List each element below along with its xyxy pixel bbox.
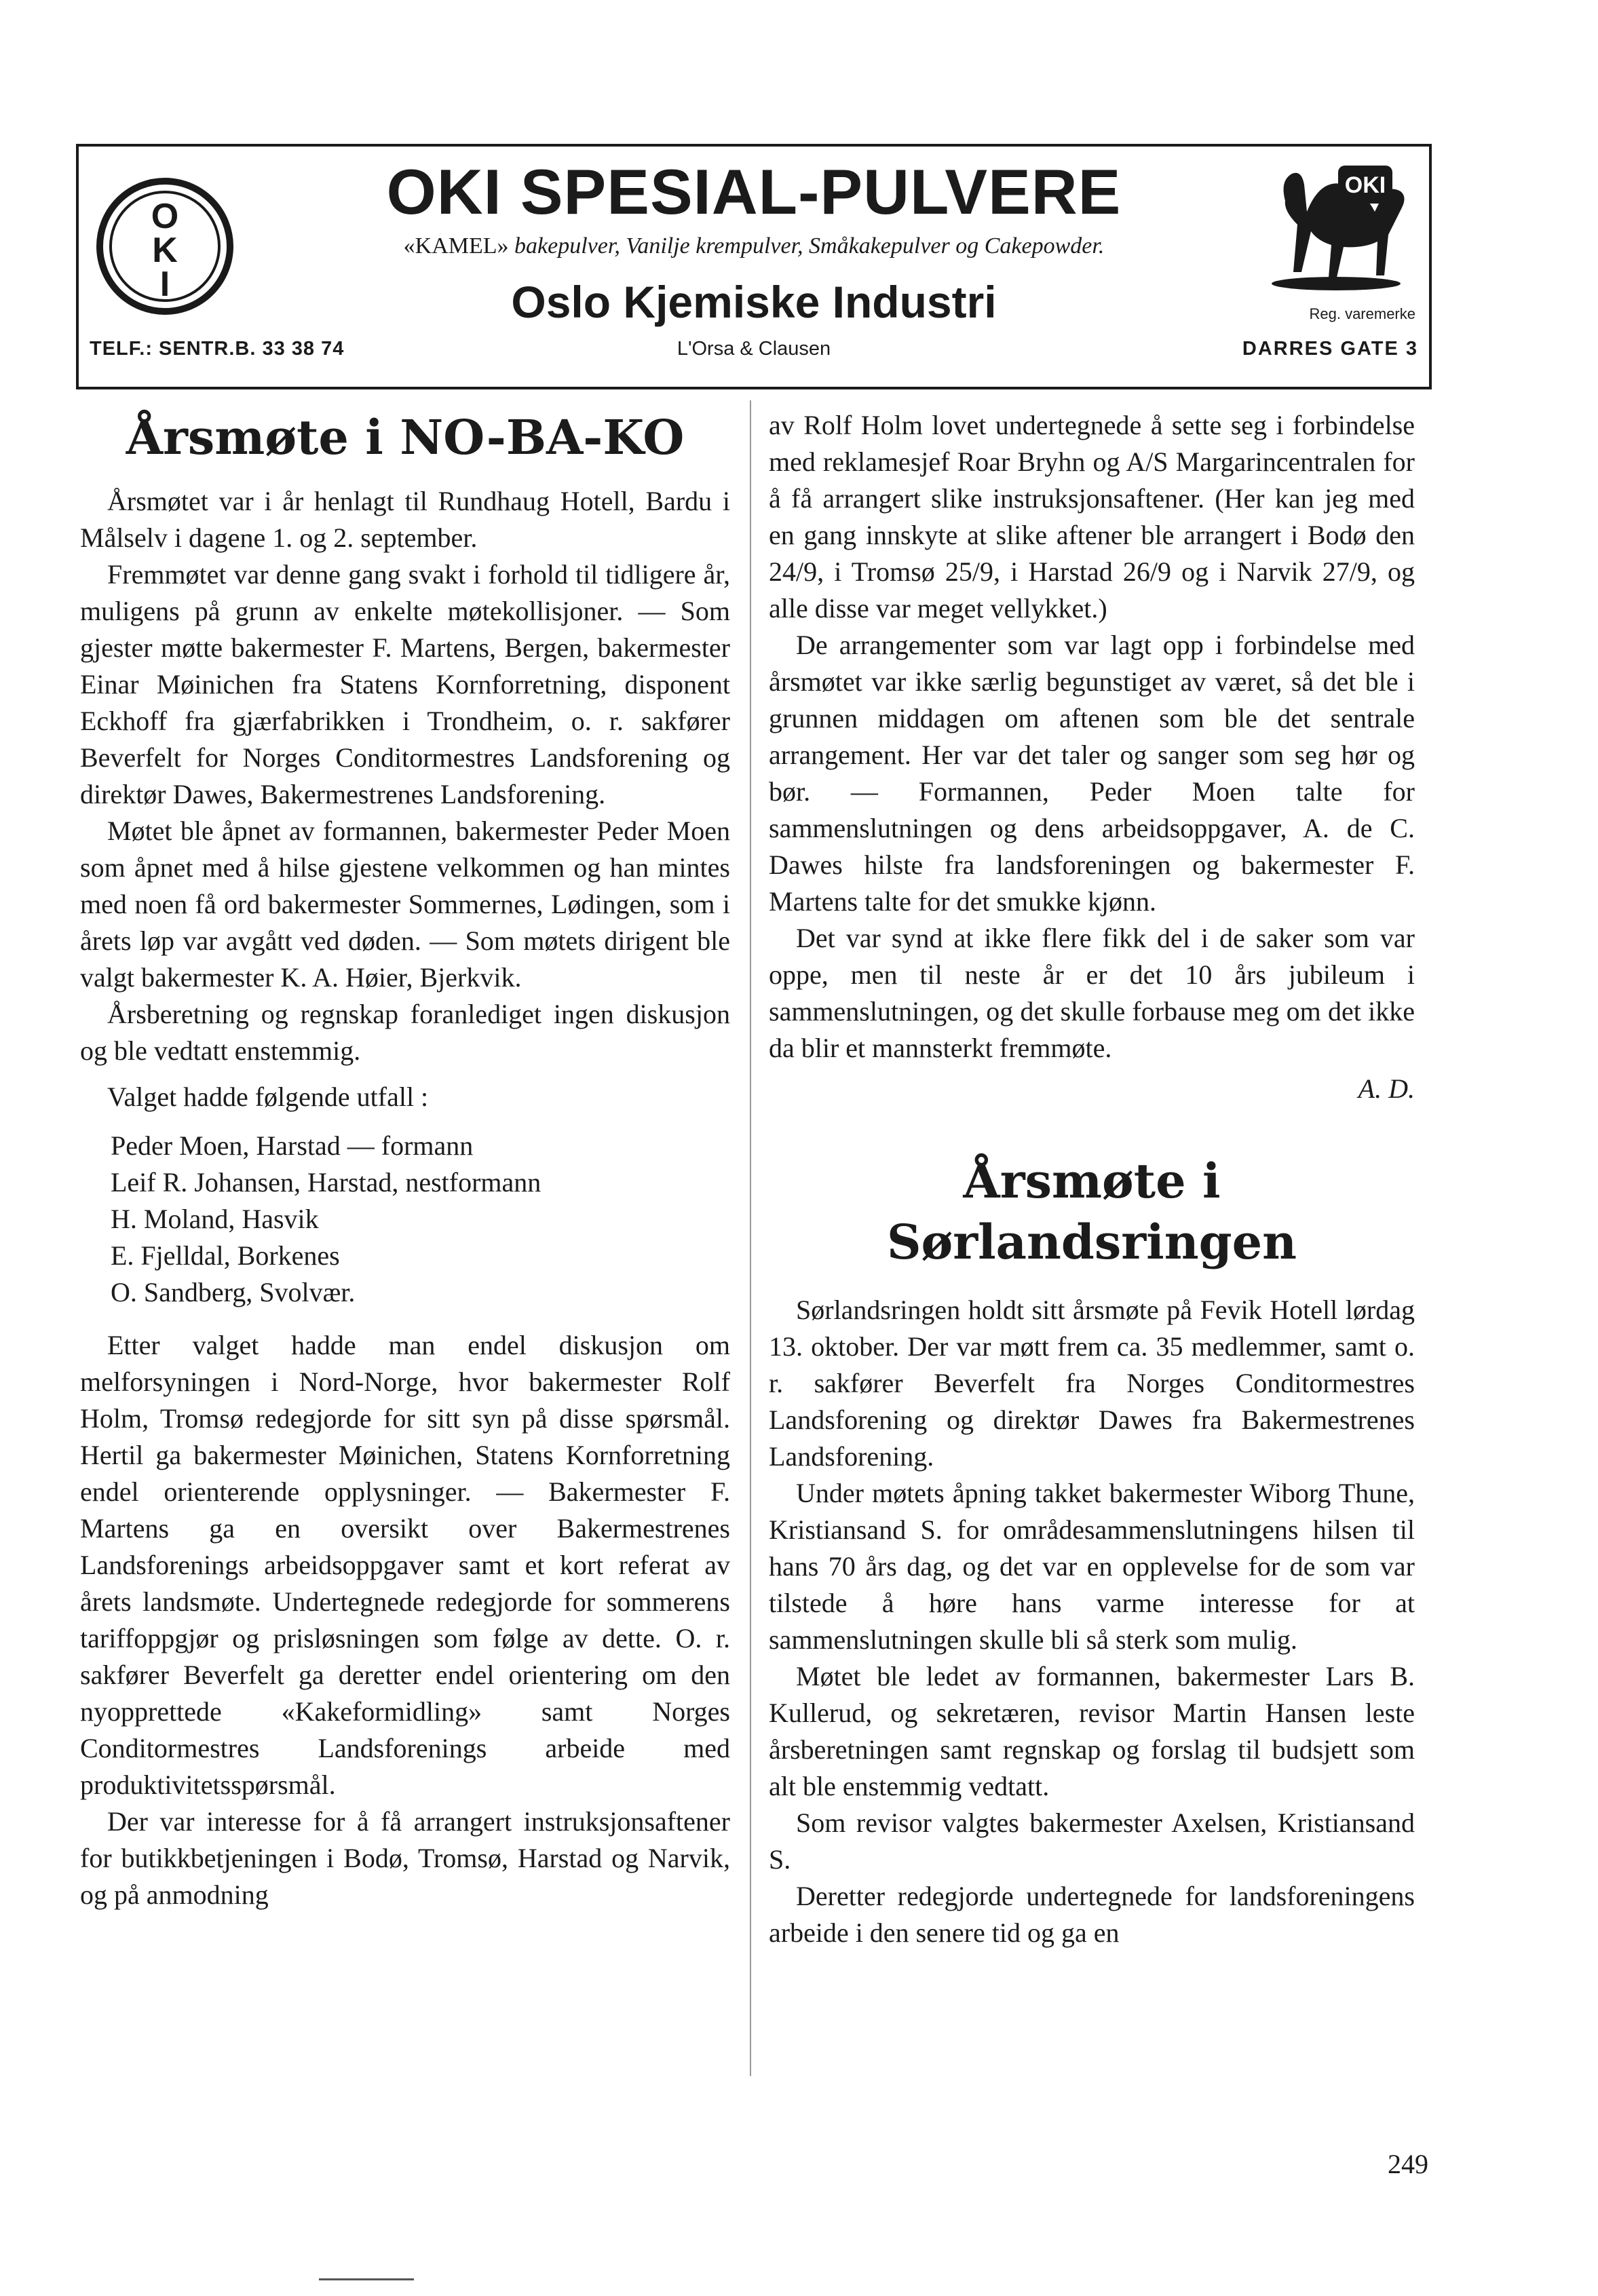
- left-column: [80, 392, 730, 1913]
- article2-heading: Årsmøte i Sørlandsringen: [886, 1153, 1297, 1270]
- svg-text:O: O: [151, 197, 179, 236]
- article1-heading: Årsmøte i NO-BA-KO: [126, 409, 685, 465]
- ad-owners: L'Orsa & Clausen: [677, 338, 831, 360]
- svg-text:I: I: [159, 265, 170, 304]
- camel-trademark-icon: [1258, 160, 1414, 296]
- article2-paragraph: Møtet ble ledet av formannen, bakermester Lars B. Kullerud, og sekretæren, revisor Martin Hansen leste årsberetningen samt regnskap og forslag til budsjett som alt ble enstemmig vedtatt.: [769, 1661, 1415, 1801]
- list-item: E. Fjelldal, Borkenes: [111, 1240, 340, 1271]
- article1-paragraph: Møtet ble åpnet av formannen, bakermester Peder Moen som åpnet med å hilse gjestene velkommen og han mintes med noen få ord bakermester Sommernes, Lødingen, som i årets løp var avgått ved døden. — Som møtets dirigent ble valgt bakermester K. A. Høier, Bjerkvik.: [80, 816, 730, 993]
- list-item: O. Sandberg, Svolvær.: [111, 1277, 356, 1307]
- ad-reg-note: Reg. varemerke: [1309, 305, 1415, 322]
- list-item: Peder Moen, Harstad — formann: [111, 1130, 474, 1161]
- camel-badge-text: OKI: [1344, 172, 1386, 198]
- article1-paragraph: Årsmøtet var i år henlagt til Rundhaug Hotell, Bardu i Målselv i dagene 1. og 2. september.: [80, 486, 730, 553]
- article1-paragraph: Årsberetning og regnskap foranlediget ingen diskusjon og ble vedtatt enstemmig.: [80, 999, 730, 1066]
- list-item: H. Moland, Hasvik: [111, 1204, 319, 1234]
- article1-paragraph: Der var interesse for å få arrangert instruksjonsaftener for butikkbetjeningen i Bodø, Tromsø, Harstad og Narvik, og på anmodning: [80, 1806, 730, 1910]
- ad-brand: «KAMEL»: [403, 233, 509, 259]
- article1-signature: A. D.: [1358, 1073, 1415, 1104]
- election-intro: Valget hadde følgende utfall :: [107, 1082, 429, 1112]
- ad-products: [79, 233, 1429, 259]
- list-item: Leif R. Johansen, Harstad, nestformann: [111, 1167, 541, 1198]
- ad-address: DARRES GATE 3: [1242, 338, 1418, 360]
- ad-company: Oslo Kjemiske Industri: [511, 277, 997, 327]
- article2-paragraph: Under møtets åpning takket bakermester Wiborg Thune, Kristiansand S. for områdesammenslutningens hilsen til hans 70 års dag, og det var en opplevelse for de som var tilstede å høre hans varme interesse for at sammenslutningen skulle bli så sterk som mulig.: [769, 1478, 1415, 1655]
- column-divider: [750, 400, 751, 2076]
- right-column: [769, 407, 1415, 1951]
- advertisement-banner: [76, 144, 1432, 389]
- article1-paragraph: Fremmøtet var denne gang svakt i forhold til tidligere år, muligens på grunn av enkelte møtekollisjoner. — Som gjester møtte bakermester F. Martens, Bergen, bakermester Einar Møinichen fra Statens Kornforretning, disponent Eckhoff fra gjærfabrikken i Trondheim, o. r. sakfører Beverfelt for Norges Conditormestres Landsforening og direktør Dawes, Bakermestrenes Landsforening.: [80, 559, 730, 809]
- article1-continuation: De arrangementer som var lagt opp i forbindelse med årsmøtet var ikke særlig begunstiget av været, så det ble i grunnen middagen om aftenen som ble det sentrale arrangement. Her var det taler og sanger som seg hør og bør. — Formannen, Peder Moen talte for sammenslutningen og dens arbeidsoppgaver, A. de C. Dawes hilste fra landsforeningen og bakermester F. Martens talte for det smukke kjønn.: [769, 630, 1415, 917]
- svg-text:K: K: [152, 231, 178, 270]
- article1-continuation: Det var synd at ikke flere fikk del i de saker som var oppe, men til neste år er det 10 års jubileum i sammenslutningen, og det skulle forbause meg om det ikke da blir et mannsterkt fremmøte.: [769, 923, 1415, 1063]
- page-number: 249: [1388, 2149, 1428, 2179]
- article1-continuation: av Rolf Holm lovet undertegnede å sette seg i forbindelse med reklamesjef Roar Bryhn og A/S Margarincentralen for å få arrangert slike instruksjonsaftener. (Her kan jeg med en gang innskyte at slike aftener ble arrangert i Bodø den 24/9, i Tromsø 25/9, i Harstad 26/9 og i Narvik 27/9, og alle disse var meget vellykket.): [769, 410, 1415, 624]
- election-list: [80, 1128, 730, 1311]
- ad-title: OKI SPESIAL-PULVERE: [386, 156, 1122, 227]
- article1-paragraph: Etter valget hadde man endel diskusjon om melforsyningen i Nord-Norge, hvor bakermester Rolf Holm, Tromsø redegjorde for sitt syn på disse spørsmål. Hertil ga bakermester Møinichen, Statens Kornforretning endel orienterende opplysninger. — Bakermester F. Martens ga en oversikt over Bakermestrenes Landsforenings arbeidsoppgaver samt et kort referat av årets landsmøte. Undertegnede redegjorde for sommerens tariffoppgjør og prisløsningen som følge av dette. O. r. sakfører Beverfelt ga deretter endel orientering om den nyopprettede «Kakeformidling» samt Norges Conditormestres Landsforenings arbeide med produktivitetsspørsmål.: [80, 1330, 730, 1800]
- scan-mark: [319, 2278, 414, 2280]
- article2-paragraph: Sørlandsringen holdt sitt årsmøte på Fevik Hotell lørdag 13. oktober. Der var møtt frem ca. 35 medlemmer, samt o. r. sakfører Beverfelt fra Norges Conditormestres Landsforening og direktør Dawes fra Bakermestrenes Landsforening.: [769, 1295, 1415, 1472]
- article2-paragraph: Som revisor valgtes bakermester Axelsen, Kristiansand S.: [769, 1807, 1415, 1875]
- article2-paragraph: Deretter redegjorde undertegnede for landsforeningens arbeide i den senere tid og ga en: [769, 1881, 1415, 1948]
- ad-phone: TELF.: SENTR.B. 33 38 74: [90, 338, 345, 360]
- ad-product-list: bakepulver, Vanilje krempulver, Småkakepulver og Cakepowder.: [508, 233, 1105, 259]
